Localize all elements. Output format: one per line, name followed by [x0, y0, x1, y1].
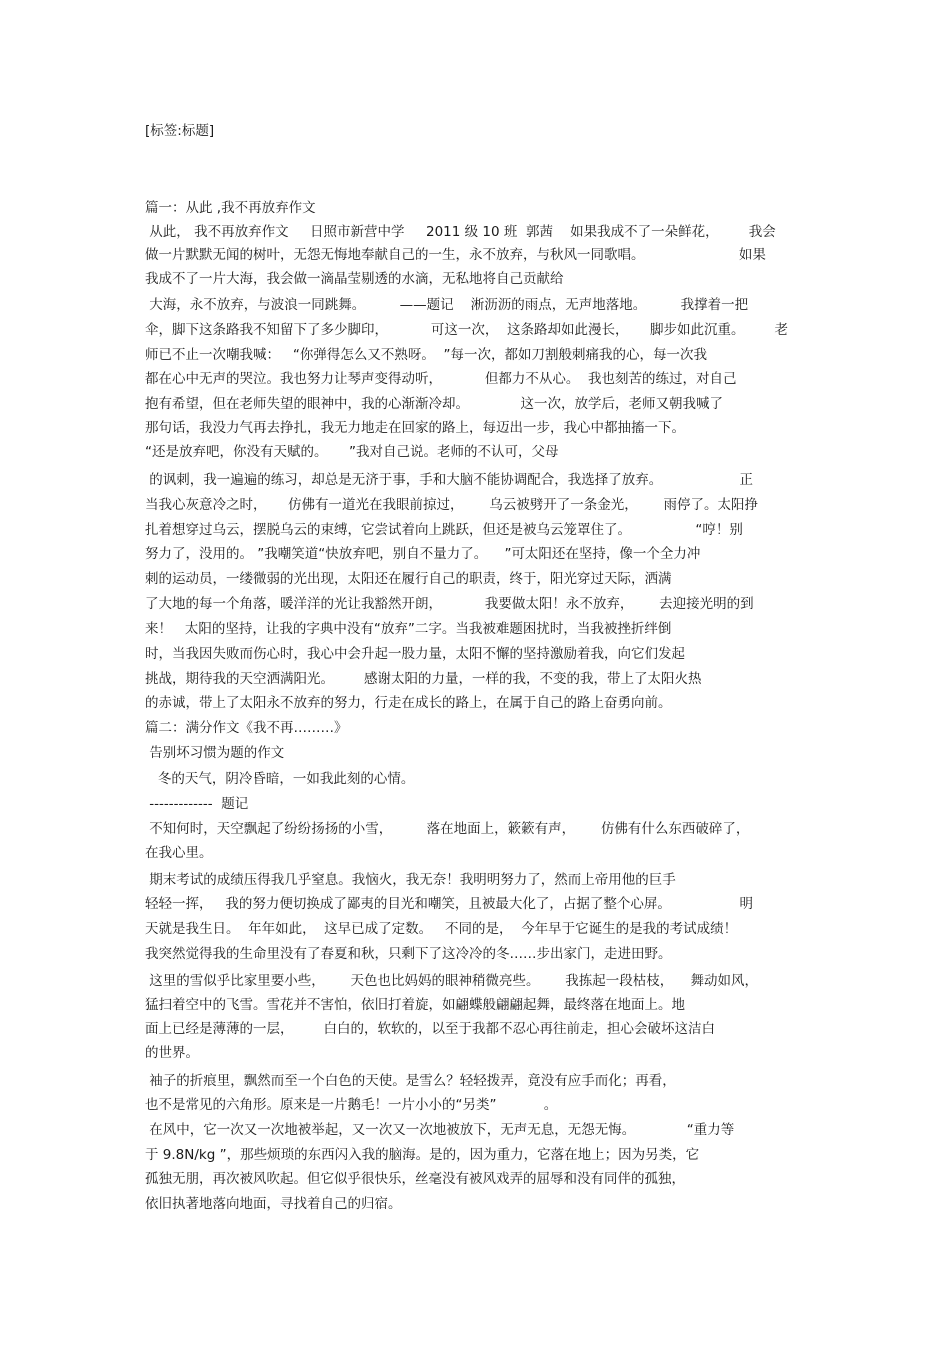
text-line: 了大地的每一个角落，暖洋洋的光让我豁然开朗， 我要做太阳！永不放弃， 去迎接光明的到	[145, 596, 754, 612]
text-line: 的讽刺，我一遍遍的练习，却总是无济于事，手和大脑不能协调配合，我选择了放弃。 正	[145, 472, 754, 488]
text-line: 抱有希望，但在老师失望的眼神中，我的心渐渐冷却。 这一次，放学后，老师又朝我喊了	[145, 396, 723, 412]
text-line: 的世界。	[145, 1045, 199, 1061]
text-line: 的赤诚，带上了太阳永不放弃的努力，行走在成长的路上，在属于自己的路上奋勇向前。	[145, 695, 672, 711]
text-line: 师已不止一次嘲我喊： “你弹得怎么又不熟呀。 ”每一次，都如刀割般刺痛我的心，每一次我	[145, 347, 707, 363]
text-line: 大海，永不放弃，与波浪一同跳舞。 ——题记 淅沥沥的雨点，无声地落地。 我撑着一把	[145, 297, 749, 313]
text-line: 都在心中无声的哭泣。我也努力让琴声变得动听， 但都力不从心。 我也刻苦的练过，对自己	[145, 371, 737, 387]
text-line: 期末考试的成绩压得我几乎窒息。我恼火，我无奈！我明明努力了，然而上帝用他的巨手	[145, 872, 676, 888]
text-line: 努力了，没用的。 ”我嘲笑道“快放弃吧，别自不量力了。 ”可太阳还在坚持，像一个全力冲	[145, 546, 701, 562]
text-line: 猛扫着空中的飞雪。雪花并不害怕，依旧打着旋，如翩蝶般翩翩起舞，最终落在地面上。地	[145, 997, 685, 1013]
text-line: 做一片默默无闻的树叶，无怨无悔地奉献自己的一生，永不放弃，与秋风一同歌唱。 如果	[145, 247, 766, 263]
text-line: 那句话，我没力气再去挣扎，我无力地走在回家的路上，每迈出一步，我心中都抽搐一下。	[145, 420, 685, 436]
text-line: 孤独无朋，再次被风吹起。但它似乎很快乐，丝毫没有被风戏弄的屈辱和没有同伴的孤独，	[145, 1171, 685, 1187]
text-line: 伞，脚下这条路我不知留下了多少脚印， 可这一次， 这条路却如此漫长， 脚步如此沉重。 老	[145, 322, 788, 338]
text-line: 当我心灰意冷之时， 仿佛有一道光在我眼前掠过， 乌云被劈开了一条金光， 雨停了。太阳挣	[145, 497, 758, 513]
text-line: 在我心里。	[145, 845, 213, 861]
text-line: 轻轻一挥， 我的努力便切换成了鄙夷的目光和嘲笑，且被最大化了，占据了整个心屏。 明	[145, 896, 754, 912]
text-line: 挑战，期待我的天空洒满阳光。 感谢太阳的力量，一样的我，不变的我，带上了太阳火热	[145, 671, 702, 687]
text-line: 袖子的折痕里，飘然而至一个白色的天使。是雪么？轻轻拨弄，竟没有应手而化；再看，	[145, 1073, 676, 1089]
text-line: 冬的天气，阴冷昏暗，一如我此刻的心情。	[145, 771, 415, 787]
text-line: 在风中，它一次又一次地被举起，又一次又一次地被放下，无声无息，无怨无悔。 “重力等	[145, 1122, 735, 1138]
text-line: 这里的雪似乎比家里要小些， 天色也比妈妈的眼神稍微亮些。 我拣起一段枯枝， 舞动如风，	[145, 973, 758, 989]
text-line: ------------- 题记	[145, 796, 249, 812]
text-line: 刺的运动员，一缕微弱的光出现，太阳还在履行自己的职责，终于，阳光穿过天际，洒满	[145, 571, 672, 587]
text-line: 面上已经是薄薄的一层， 白白的，软软的，以至于我都不忍心再往前走，担心会破坏这洁白	[145, 1021, 716, 1037]
text-line: 也不是常见的六角形。原来是一片鹅毛！一片小小的“另类” 。	[145, 1097, 558, 1113]
text-line: 依旧执著地落向地面，寻找着自己的归宿。	[145, 1196, 402, 1212]
text-line: 于 9.8N/kg ”，那些烦琐的东西闪入我的脑海。是的，因为重力，它落在地上；因为另类，它	[145, 1147, 700, 1163]
text-line: 来！ 太阳的坚持，让我的字典中没有“放弃”二字。当我被难题困扰时，当我被挫折绊倒	[145, 621, 672, 637]
text-line: “还是放弃吧，你没有天赋的。 ”我对自己说。老师的不认可，父母	[145, 444, 559, 460]
text-line: 篇二：满分作文《我不再………》	[145, 720, 348, 736]
text-line: 扎着想穿过乌云，摆脱乌云的束缚，它尝试着向上跳跃，但还是被乌云笼罩住了。 “哼！别	[145, 522, 743, 538]
text-line: 篇一：从此 ,我不再放弃作文	[145, 200, 316, 216]
text-line: 不知何时，天空飘起了纷纷扬扬的小雪， 落在地面上，簌簌有声， 仿佛有什么东西破碎了，	[145, 821, 750, 837]
text-line: 我成不了一片大海，我会做一滴晶莹剔透的水滴，无私地将自己贡献给	[145, 271, 564, 287]
text-line: 时，当我因失败而伤心时，我心中会升起一股力量，太阳不懈的坚持激励着我，向它们发起	[145, 646, 685, 662]
text-line: 告别坏习惯为题的作文	[145, 745, 285, 761]
tag-label: [标签:标题]	[145, 123, 215, 139]
text-line: 天就是我生日。 年年如此， 这早已成了定数。 不同的是， 今年早于它诞生的是我的考试成绩！	[145, 921, 738, 937]
text-line: 从此， 我不再放弃作文 日照市新营中学 2011 级 10 班 郭茜 如果我成不了一朵鲜花， 我会	[145, 224, 776, 240]
text-line: 我突然觉得我的生命里没有了春夏和秋，只剩下了这冷冷的冬……步出家门，走进田野。	[145, 946, 672, 962]
